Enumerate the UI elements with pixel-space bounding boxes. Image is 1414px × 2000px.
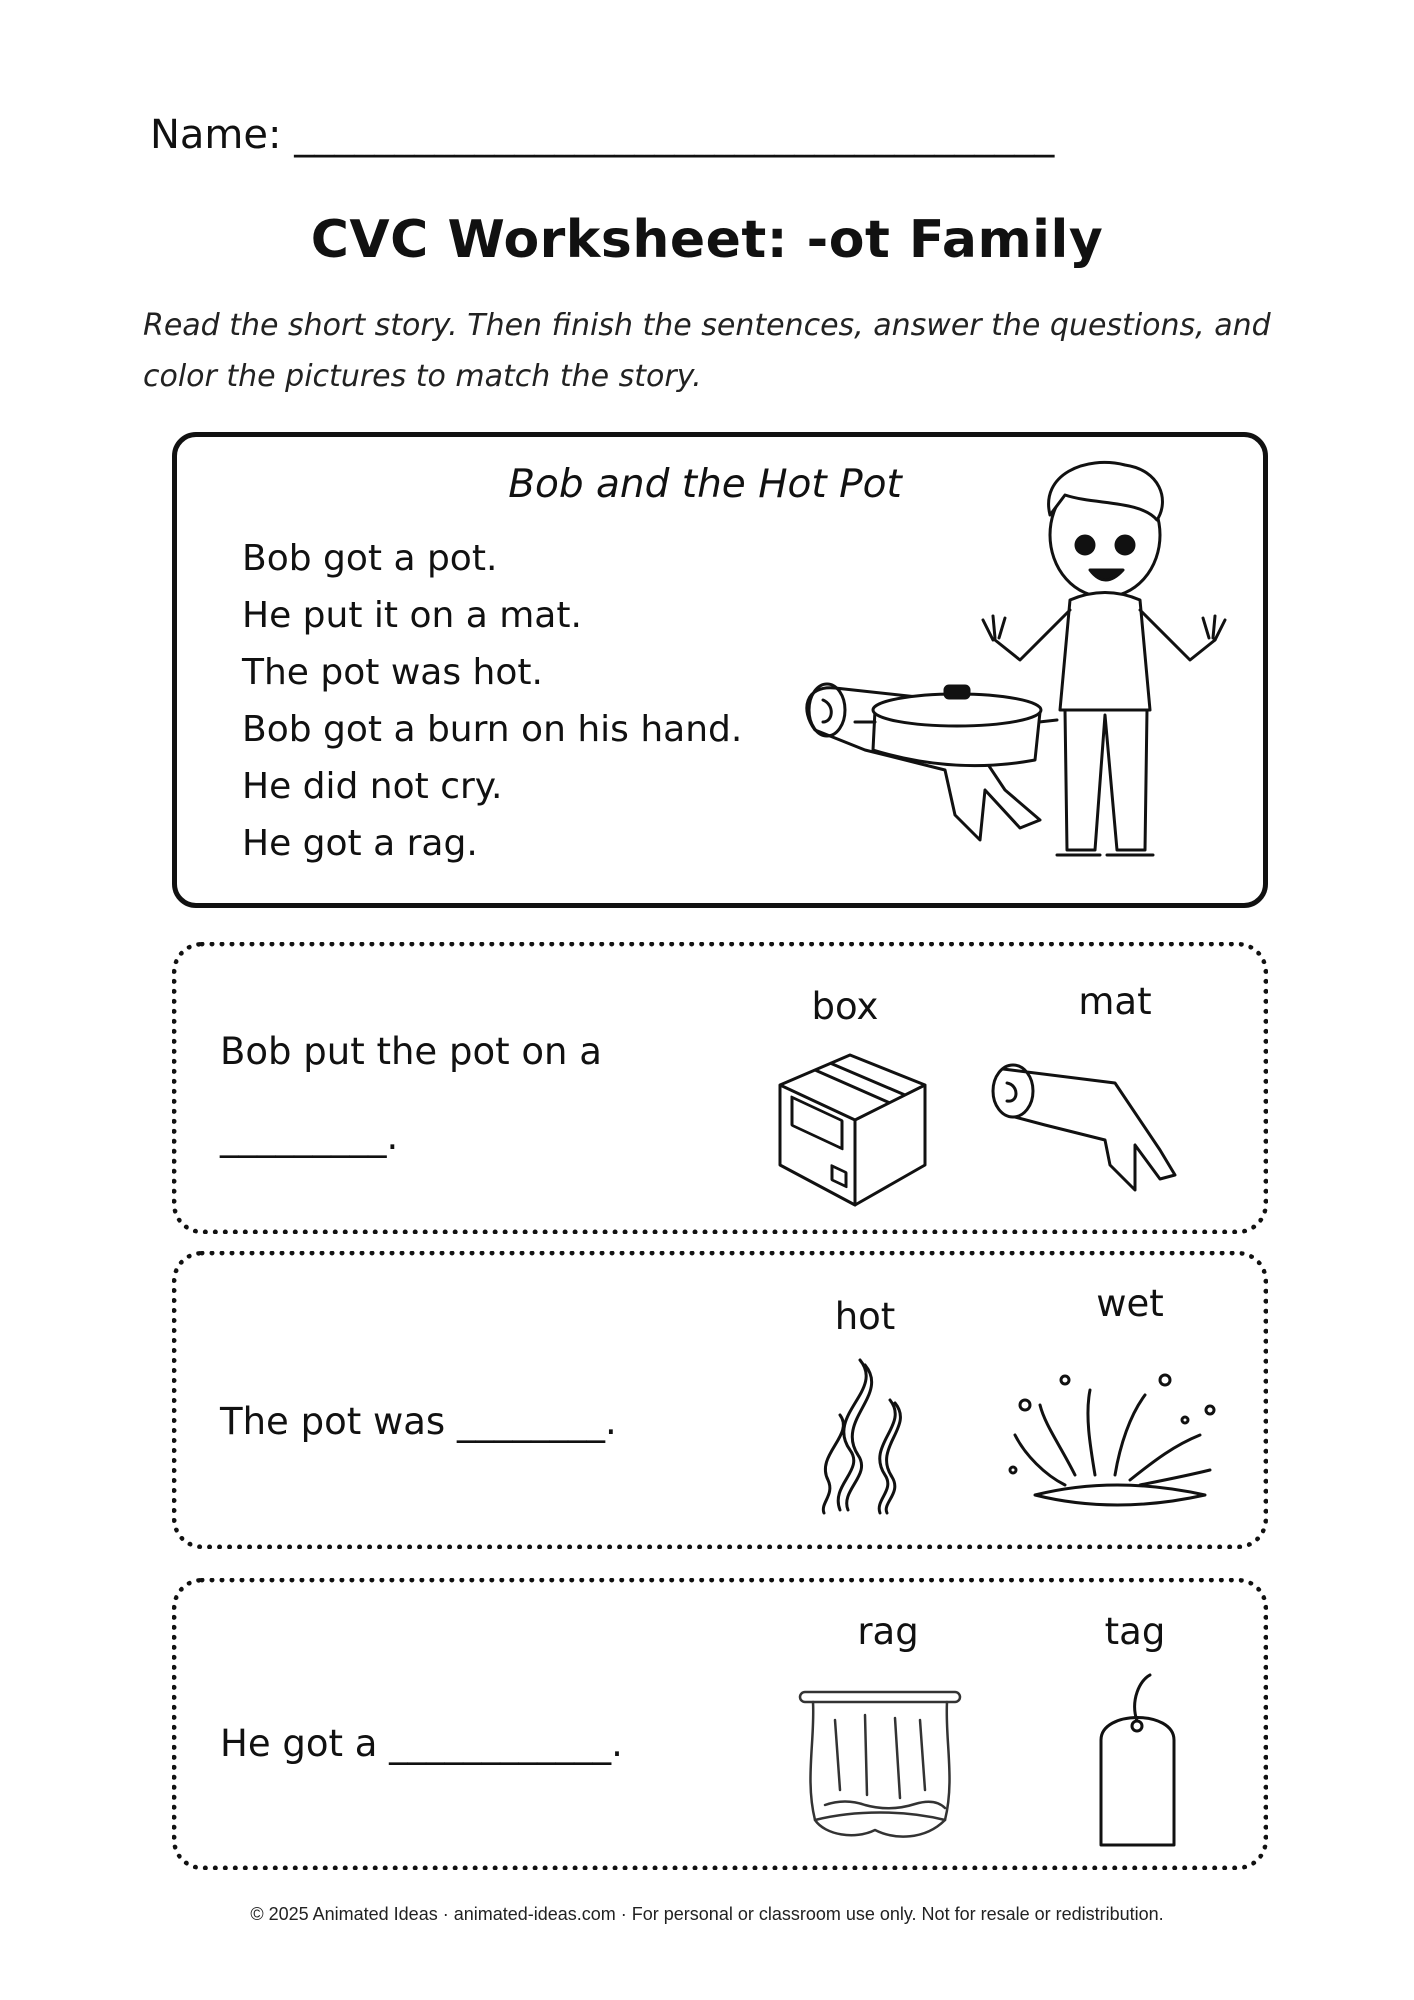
tag-icon[interactable]	[1095, 1670, 1180, 1850]
name-field[interactable]: Name: ______________________________________	[150, 112, 1055, 158]
box-icon[interactable]	[770, 1045, 935, 1215]
story-line: He put it on a mat.	[242, 595, 582, 636]
story-line: The pot was hot.	[242, 652, 543, 693]
option-label-rag[interactable]: rag	[857, 1610, 919, 1653]
question-3-sentence: He got a ____________.	[220, 1722, 623, 1765]
question-1-sentence: Bob put the pot on a	[220, 1030, 602, 1073]
copyright-footer: © 2025 Animated Ideas · animated-ideas.com · For personal or classroom use only. Not for resale or redistribution.	[250, 1904, 1164, 1924]
water-splash-icon[interactable]	[1005, 1365, 1225, 1515]
instructions: Read the short story. Then finish the sentences, answer the questions, and color the pictures to match the story.	[143, 308, 1271, 394]
boy-icon	[983, 462, 1225, 855]
story-illustration	[795, 460, 1255, 890]
mat-icon[interactable]	[985, 1055, 1185, 1200]
story-text	[242, 530, 742, 872]
heat-waves-icon[interactable]	[810, 1355, 930, 1515]
story-line: Bob got a burn on his hand.	[242, 709, 743, 750]
option-label-hot[interactable]: hot	[834, 1295, 896, 1338]
option-label-box[interactable]: box	[811, 985, 879, 1028]
story-line: Bob got a pot.	[242, 538, 498, 579]
mat-with-pot-icon	[807, 684, 1057, 840]
rag-icon[interactable]	[795, 1680, 970, 1850]
question-2-sentence: The pot was ________.	[220, 1400, 617, 1443]
story-line: He got a rag.	[242, 823, 478, 864]
worksheet-title: CVC Worksheet: -ot Family	[310, 210, 1104, 270]
question-1-blank[interactable]: _________.	[220, 1115, 399, 1158]
option-label-mat[interactable]: mat	[1078, 980, 1152, 1023]
story-line: He did not cry.	[242, 766, 503, 807]
story-title: Bob and the Hot Pot	[508, 462, 902, 507]
option-label-wet[interactable]: wet	[1096, 1282, 1164, 1325]
option-label-tag[interactable]: tag	[1104, 1610, 1166, 1653]
